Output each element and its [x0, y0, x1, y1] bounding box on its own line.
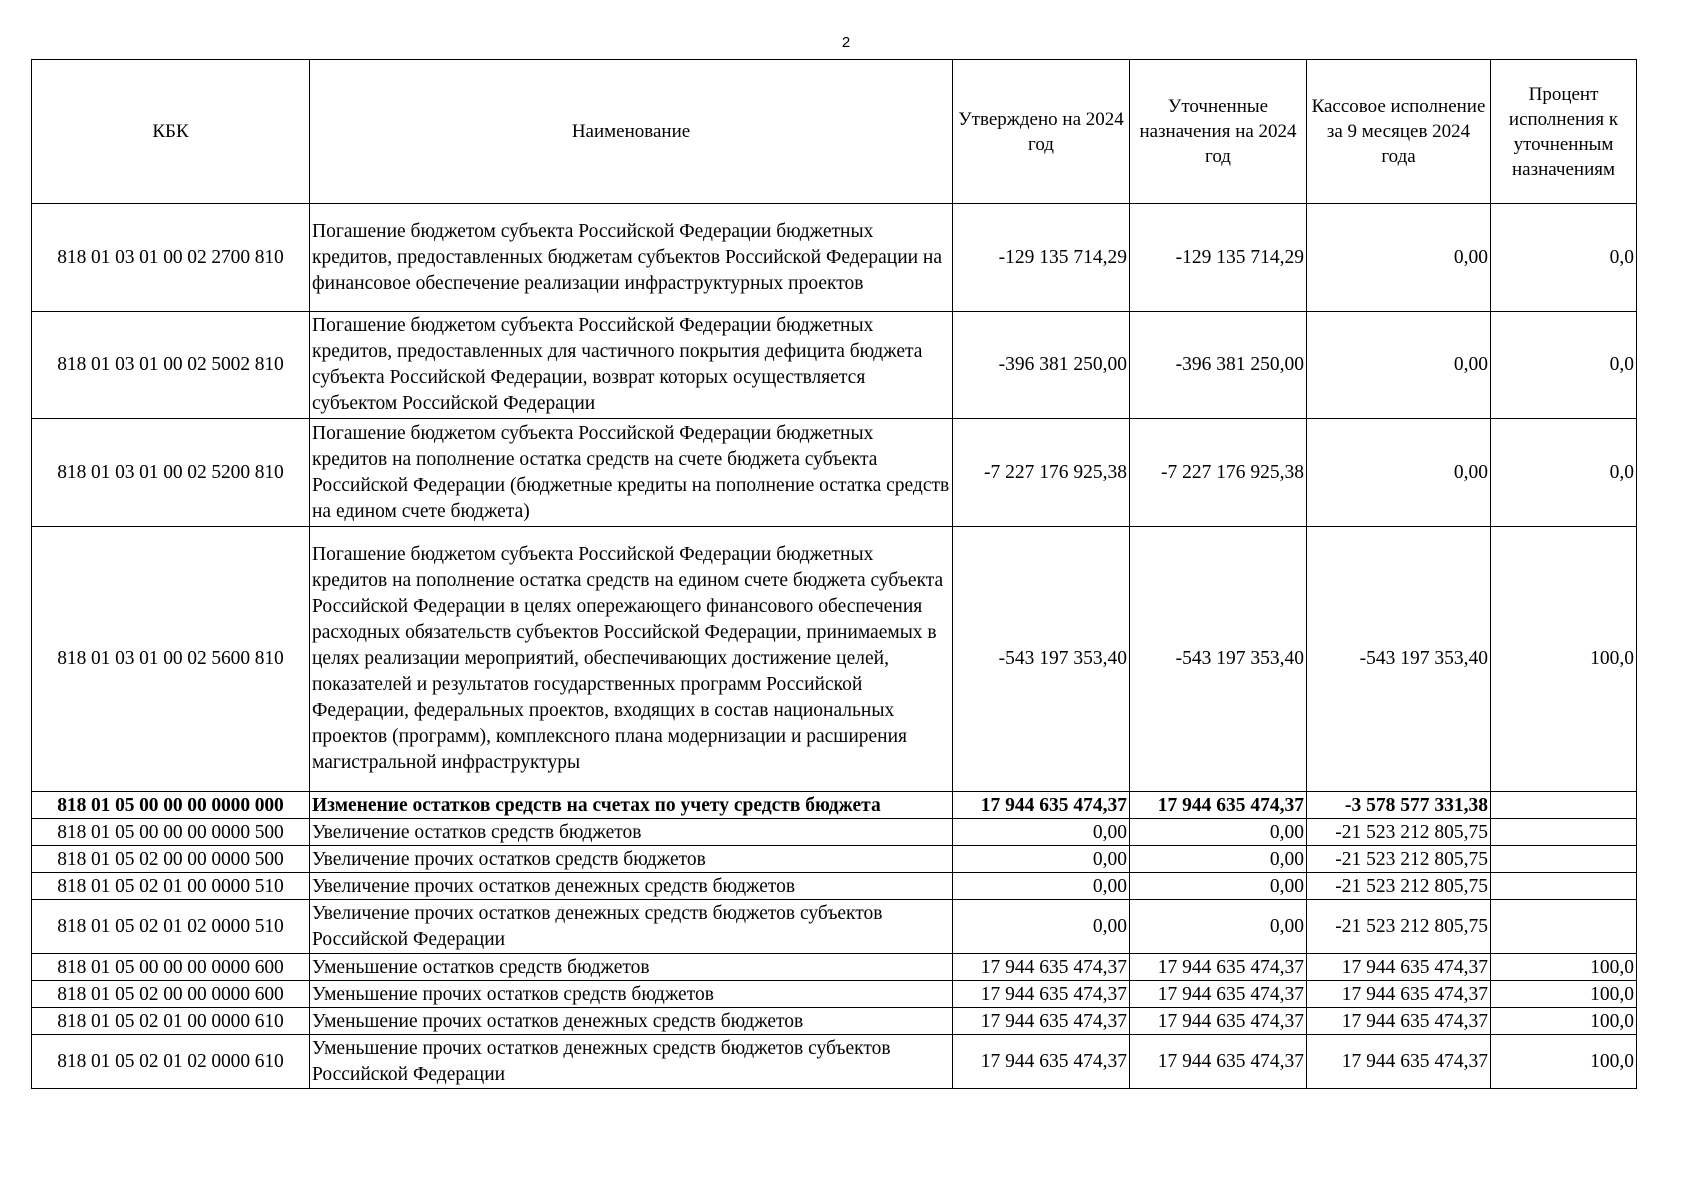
name-cell: Погашение бюджетом субъекта Российской Федерации бюджетных кредитов, предоставленных для частичного покрытия дефицита бюджета субъекта Российской Федерации, возврат которых осуществляется субъектом Российской Федерации	[310, 312, 953, 419]
table-row	[32, 1035, 1637, 1089]
approved-cell: 0,00	[953, 873, 1130, 900]
refined-cell: 0,00	[1130, 819, 1307, 846]
percent-cell: 100,0	[1491, 1035, 1637, 1089]
refined-cell: 0,00	[1130, 873, 1307, 900]
percent-cell	[1491, 846, 1637, 873]
name-cell: Увеличение прочих остатков денежных средств бюджетов	[310, 873, 953, 900]
table-header-row	[32, 60, 1637, 204]
name-cell: Уменьшение прочих остатков денежных средств бюджетов субъектов Российской Федерации	[310, 1035, 953, 1089]
name-cell: Уменьшение остатков средств бюджетов	[310, 954, 953, 981]
kbk-cell: 818 01 03 01 00 02 5002 810	[32, 312, 310, 419]
name-cell: Увеличение прочих остатков средств бюджетов	[310, 846, 953, 873]
name-cell: Погашение бюджетом субъекта Российской Федерации бюджетных кредитов на пополнение остатка средств на едином счете бюджета субъекта Российской Федерации в целях опережающего финансового обеспечения расходных обязательств субъектов Российской Федерации, принимаемых в целях реализации мероприятий, обеспечивающих достижение целей, показателей и результатов государственных программ Российской Федерации, федеральных проектов, входящих в состав национальных проектов (программ), комплексного плана модернизации и расширения магистральной инфраструктуры	[310, 527, 953, 792]
approved-cell: 17 944 635 474,37	[953, 1035, 1130, 1089]
refined-cell: 17 944 635 474,37	[1130, 1035, 1307, 1089]
table-row	[32, 527, 1637, 792]
cash-cell: -3 578 577 331,38	[1307, 792, 1491, 819]
name-cell: Погашение бюджетом субъекта Российской Федерации бюджетных кредитов, предоставленных бюджетам субъектов Российской Федерации на финансовое обеспечение реализации инфраструктурных проектов	[310, 204, 953, 312]
name-cell: Погашение бюджетом субъекта Российской Федерации бюджетных кредитов на пополнение остатка средств на счете бюджета субъекта Российской Федерации (бюджетные кредиты на пополнение остатка средств на едином счете бюджета)	[310, 419, 953, 527]
refined-cell: 17 944 635 474,37	[1130, 792, 1307, 819]
approved-cell: 17 944 635 474,37	[953, 1008, 1130, 1035]
percent-cell	[1491, 819, 1637, 846]
cash-cell: -543 197 353,40	[1307, 527, 1491, 792]
percent-cell: 0,0	[1491, 204, 1637, 312]
approved-cell: 17 944 635 474,37	[953, 981, 1130, 1008]
table-row	[32, 419, 1637, 527]
percent-cell	[1491, 792, 1637, 819]
percent-cell: 100,0	[1491, 1008, 1637, 1035]
kbk-cell: 818 01 03 01 00 02 5600 810	[32, 527, 310, 792]
refined-cell: 17 944 635 474,37	[1130, 954, 1307, 981]
cash-cell: 17 944 635 474,37	[1307, 981, 1491, 1008]
page-number: 2	[841, 34, 851, 51]
name-cell: Увеличение остатков средств бюджетов	[310, 819, 953, 846]
percent-cell: 100,0	[1491, 527, 1637, 792]
table-row	[32, 1008, 1637, 1035]
approved-cell: 0,00	[953, 846, 1130, 873]
approved-cell: -129 135 714,29	[953, 204, 1130, 312]
table-row	[32, 312, 1637, 419]
approved-cell: 0,00	[953, 819, 1130, 846]
table-row	[32, 819, 1637, 846]
approved-cell: -543 197 353,40	[953, 527, 1130, 792]
kbk-cell: 818 01 03 01 00 02 5200 810	[32, 419, 310, 527]
table-row	[32, 873, 1637, 900]
cash-cell: 0,00	[1307, 204, 1491, 312]
kbk-cell: 818 01 05 02 01 00 0000 510	[32, 873, 310, 900]
table-row	[32, 981, 1637, 1008]
kbk-cell: 818 01 05 00 00 00 0000 000	[32, 792, 310, 819]
table-row-total	[32, 792, 1637, 819]
header-cash-execution: Кассовое исполнение за 9 месяцев 2024 года	[1307, 60, 1491, 204]
kbk-cell: 818 01 05 02 01 00 0000 610	[32, 1008, 310, 1035]
cash-cell: -21 523 212 805,75	[1307, 900, 1491, 954]
cash-cell: -21 523 212 805,75	[1307, 873, 1491, 900]
header-approved: Утверждено на 2024 год	[953, 60, 1130, 204]
percent-cell: 100,0	[1491, 981, 1637, 1008]
kbk-cell: 818 01 05 00 00 00 0000 600	[32, 954, 310, 981]
cash-cell: 0,00	[1307, 419, 1491, 527]
kbk-cell: 818 01 05 02 00 00 0000 600	[32, 981, 310, 1008]
cash-cell: -21 523 212 805,75	[1307, 819, 1491, 846]
approved-cell: 0,00	[953, 900, 1130, 954]
cash-cell: 17 944 635 474,37	[1307, 954, 1491, 981]
name-cell: Изменение остатков средств на счетах по учету средств бюджета	[310, 792, 953, 819]
kbk-cell: 818 01 05 02 01 02 0000 510	[32, 900, 310, 954]
header-refined: Уточненные назначения на 2024 год	[1130, 60, 1307, 204]
table-row	[32, 900, 1637, 954]
approved-cell: -7 227 176 925,38	[953, 419, 1130, 527]
approved-cell: 17 944 635 474,37	[953, 792, 1130, 819]
header-kbk: КБК	[32, 60, 310, 204]
percent-cell	[1491, 873, 1637, 900]
percent-cell: 0,0	[1491, 312, 1637, 419]
approved-cell: -396 381 250,00	[953, 312, 1130, 419]
table-row	[32, 846, 1637, 873]
refined-cell: 17 944 635 474,37	[1130, 1008, 1307, 1035]
refined-cell: 17 944 635 474,37	[1130, 981, 1307, 1008]
name-cell: Увеличение прочих остатков денежных средств бюджетов субъектов Российской Федерации	[310, 900, 953, 954]
refined-cell: -7 227 176 925,38	[1130, 419, 1307, 527]
refined-cell: 0,00	[1130, 900, 1307, 954]
header-percent: Процент исполнения к уточненным назначениям	[1491, 60, 1637, 204]
percent-cell	[1491, 900, 1637, 954]
refined-cell: -543 197 353,40	[1130, 527, 1307, 792]
cash-cell: 0,00	[1307, 312, 1491, 419]
name-cell: Уменьшение прочих остатков средств бюджетов	[310, 981, 953, 1008]
refined-cell: -129 135 714,29	[1130, 204, 1307, 312]
refined-cell: 0,00	[1130, 846, 1307, 873]
table-row	[32, 204, 1637, 312]
kbk-cell: 818 01 03 01 00 02 2700 810	[32, 204, 310, 312]
budget-sources-table	[31, 59, 1637, 1089]
name-cell: Уменьшение прочих остатков денежных средств бюджетов	[310, 1008, 953, 1035]
percent-cell: 100,0	[1491, 954, 1637, 981]
table-row	[32, 954, 1637, 981]
kbk-cell: 818 01 05 00 00 00 0000 500	[32, 819, 310, 846]
cash-cell: 17 944 635 474,37	[1307, 1035, 1491, 1089]
kbk-cell: 818 01 05 02 00 00 0000 500	[32, 846, 310, 873]
refined-cell: -396 381 250,00	[1130, 312, 1307, 419]
approved-cell: 17 944 635 474,37	[953, 954, 1130, 981]
cash-cell: -21 523 212 805,75	[1307, 846, 1491, 873]
kbk-cell: 818 01 05 02 01 02 0000 610	[32, 1035, 310, 1089]
header-name: Наименование	[310, 60, 953, 204]
cash-cell: 17 944 635 474,37	[1307, 1008, 1491, 1035]
percent-cell: 0,0	[1491, 419, 1637, 527]
